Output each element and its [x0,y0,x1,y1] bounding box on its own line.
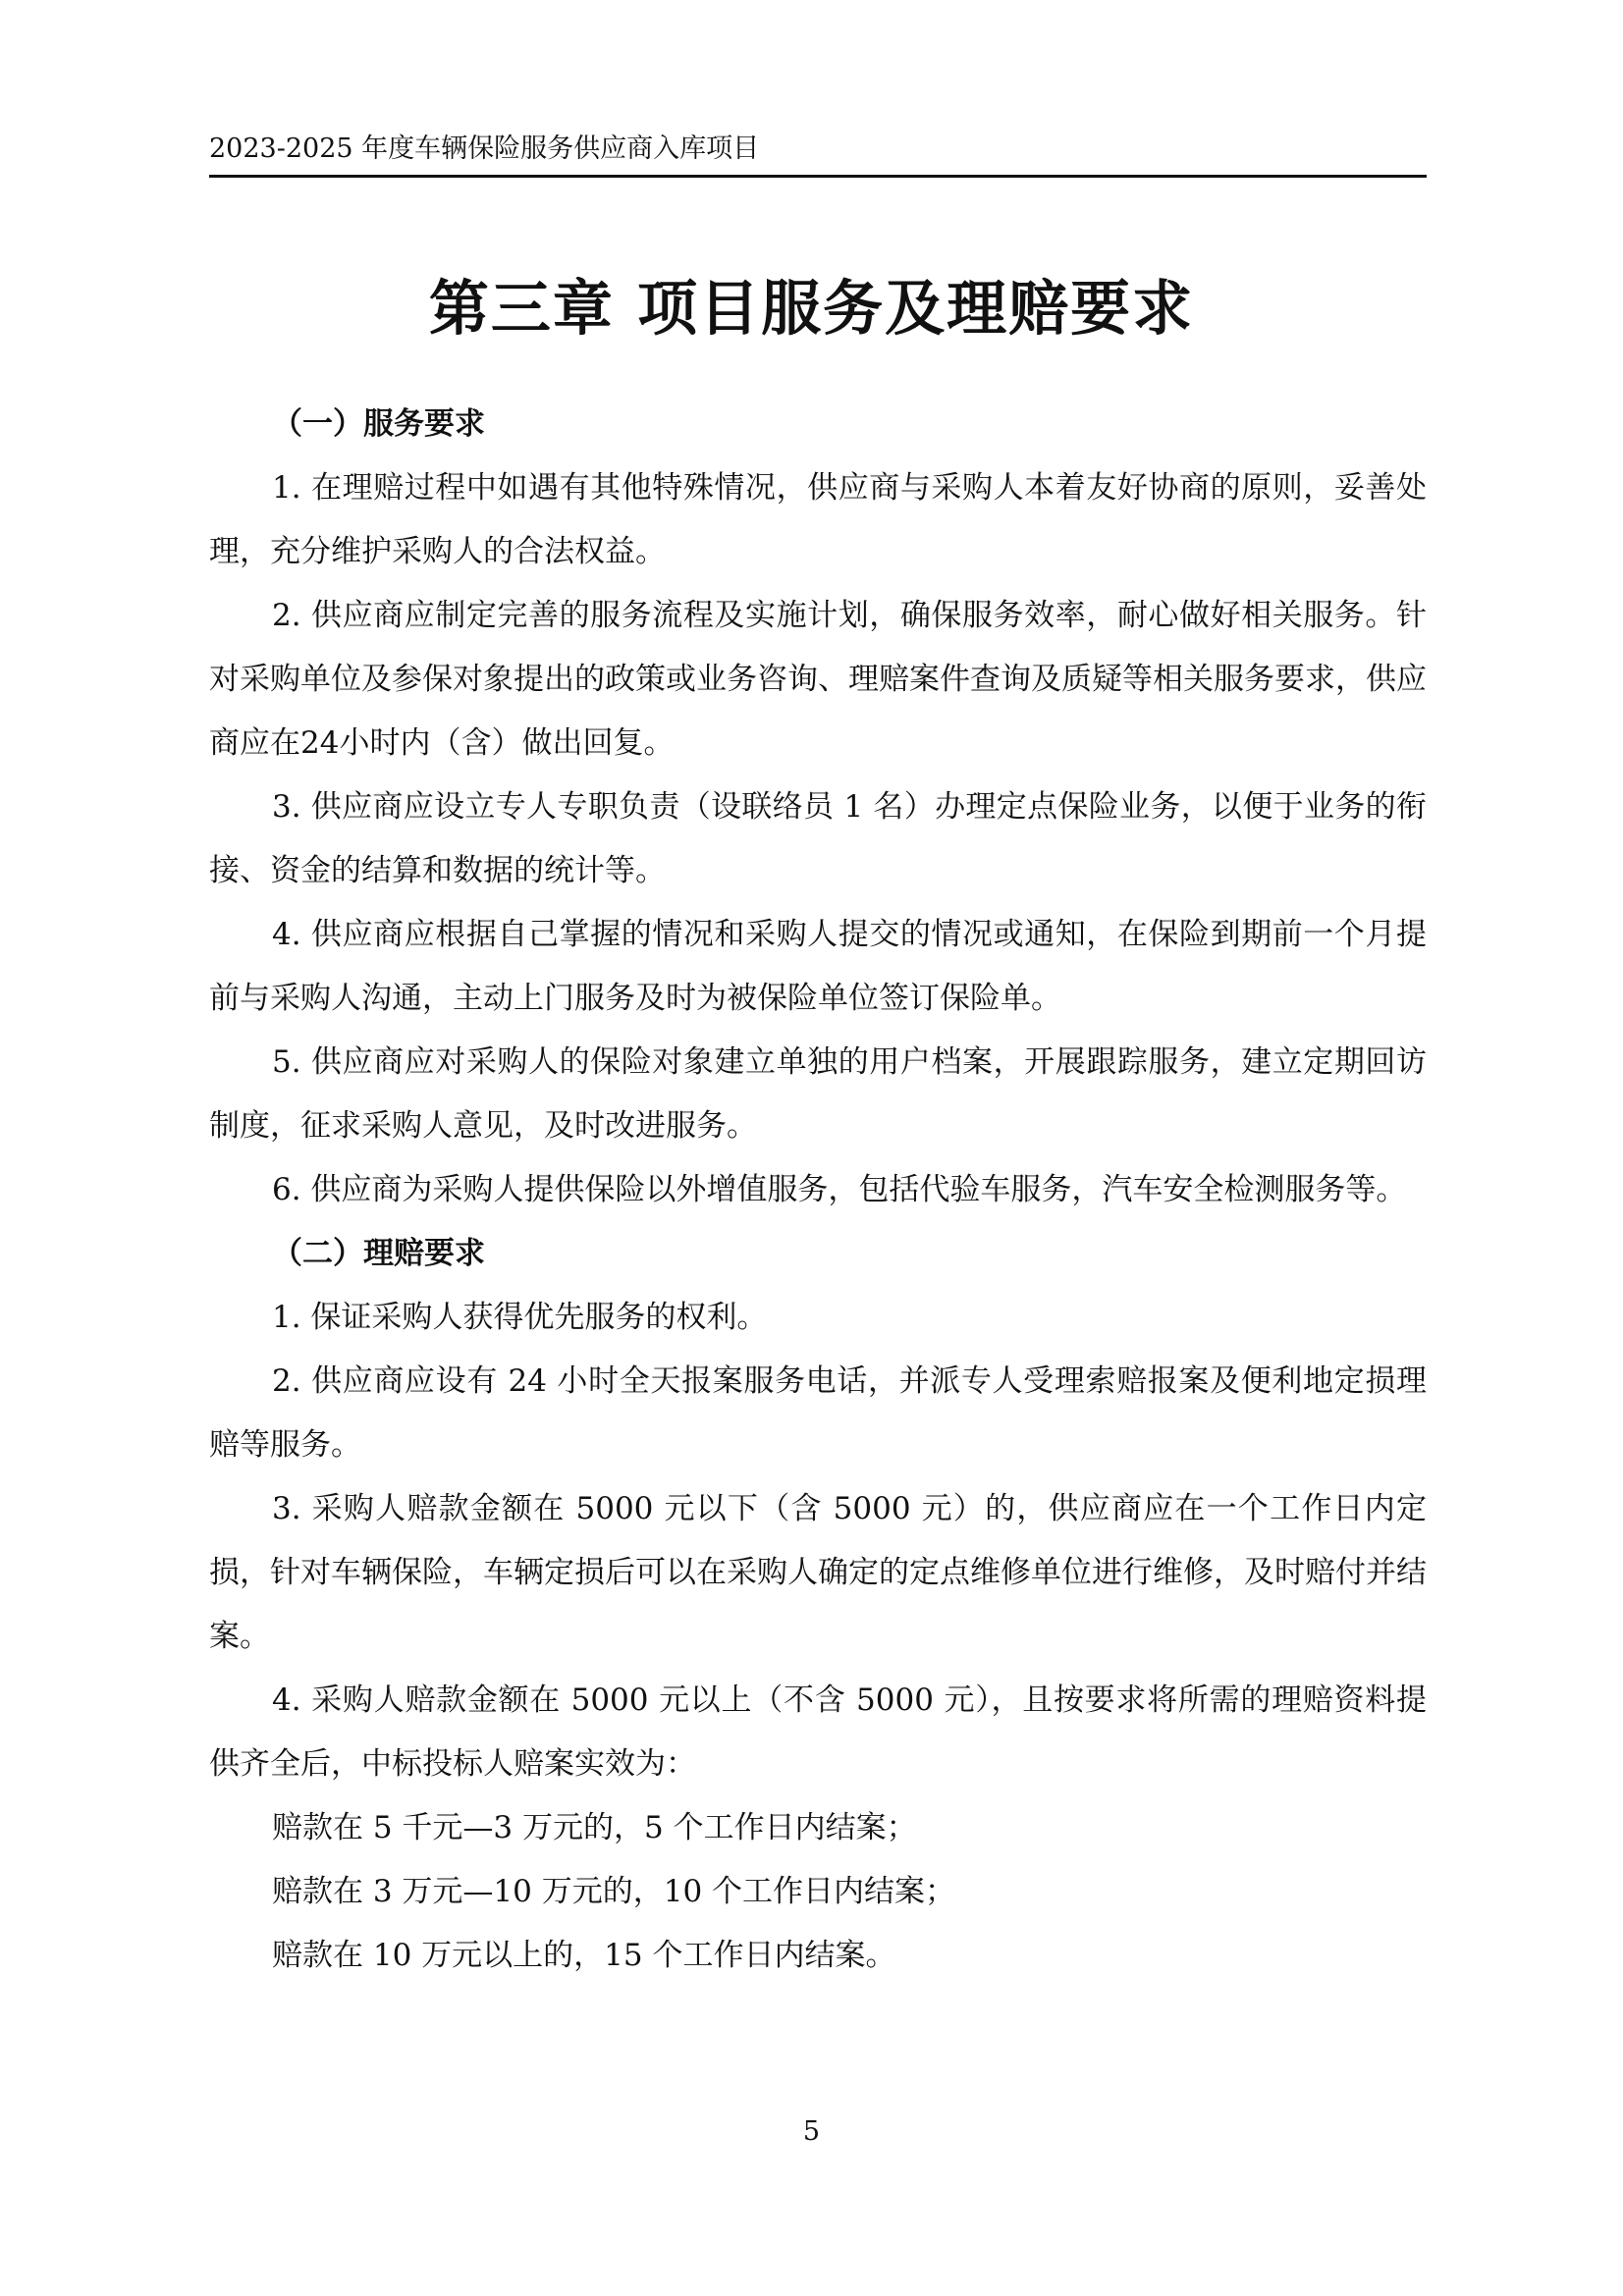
claims-item-1: 1. 保证采购人获得优先服务的权利。 [272,1300,768,1335]
page-number: 5 [802,2116,821,2147]
chapter-title: 第三章 项目服务及理赔要求 [428,274,1195,344]
service-item-4: 4. 供应商应根据自己掌握的情况和采购人提交的情况或通知，在保险到期前一个月提前与采购人沟通，主动上门服务及时为被保险单位签订保险单。 [209,917,1427,1016]
section-heading-service: （一）服务要求 [272,406,485,442]
claims-tier-2: 赔款在 3 万元—10 万元的，10 个工作日内结案； [272,1874,956,1909]
service-item-5: 5. 供应商应对采购人的保险对象建立单独的用户档案，开展跟踪服务，建立定期回访制度，征求采购人意见，及时改进服务。 [209,1044,1427,1144]
section-heading-claims: （二）理赔要求 [272,1236,485,1271]
service-item-2: 2. 供应商应制定完善的服务流程及实施计划，确保服务效率，耐心做好相关服务。针对采购单位及参保对象提出的政策或业务咨询、理赔案件查询及质疑等相关服务要求，供应商应在24小时内（含）做出回复。 [209,598,1427,761]
service-item-1: 1. 在理赔过程中如遇有其他特殊情况，供应商与采购人本着友好协商的原则，妥善处理，充分维护采购人的合法权益。 [209,470,1427,569]
claims-tier-1: 赔款在 5 千元—3 万元的，5 个工作日内结案； [272,1810,917,1845]
claims-tier-3: 赔款在 10 万元以上的，15 个工作日内结案。 [272,1938,896,1973]
claims-item-4: 4. 采购人赔款金额在 5000 元以上（不含 5000 元），且按要求将所需的理赔资料提供齐全后，中标投标人赔案实效为： [209,1682,1427,1782]
header-divider [209,175,1427,178]
service-item-3: 3. 供应商应设立专人专职负责（设联络员 1 名）办理定点保险业务，以便于业务的衔接、资金的结算和数据的统计等。 [209,789,1427,888]
service-item-6: 6. 供应商为采购人提供保险以外增值服务，包括代验车服务，汽车安全检测服务等。 [272,1172,1407,1207]
running-header: 2023-2025 年度车辆保险服务供应商入库项目 [209,133,760,164]
claims-item-2: 2. 供应商应设有 24 小时全天报案服务电话，并派专人受理索赔报案及便利地定损理赔等服务。 [209,1363,1427,1463]
claims-item-3: 3. 采购人赔款金额在 5000 元以下（含 5000 元）的，供应商应在一个工作日内定损，针对车辆保险，车辆定损后可以在采购人确定的定点维修单位进行维修，及时赔付并结案。 [209,1491,1427,1654]
document-body [209,393,1427,1988]
